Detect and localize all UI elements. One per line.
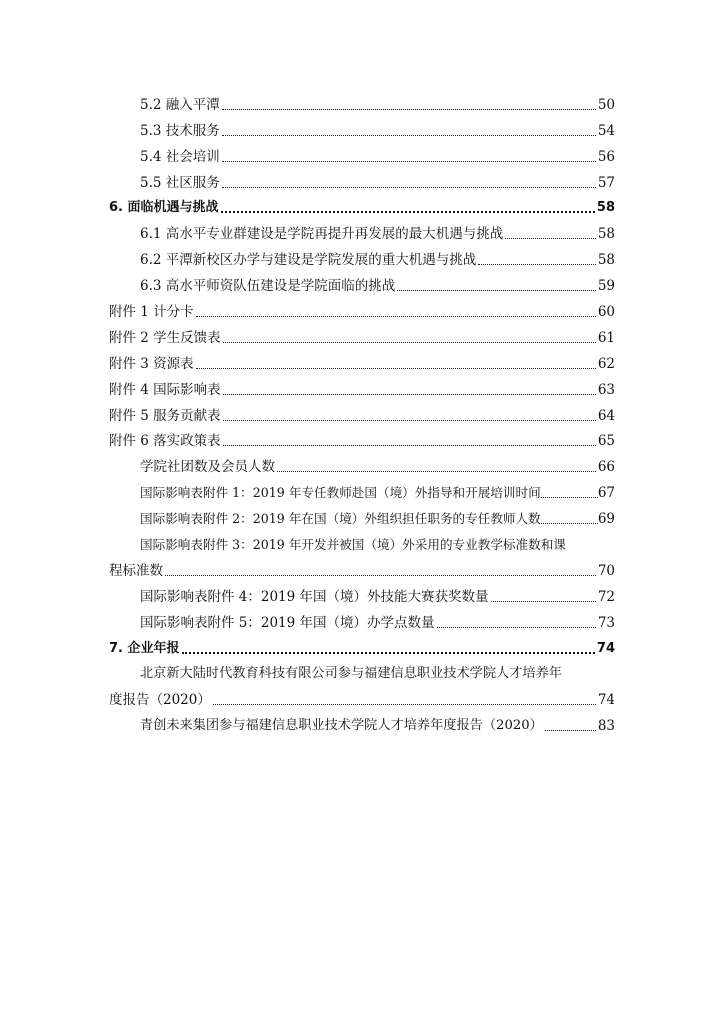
toc-entry-label: 附件 3 资源表 xyxy=(109,355,194,372)
toc-entry-label: 青创未来集团参与福建信息职业技术学院人才培养年度报告（2020） xyxy=(140,718,543,734)
toc-entry-label: 国际影响表附件 2：2019 年在国（境）外组织担任职务的专任教师人数 xyxy=(140,511,541,527)
toc-appendix-entry[interactable] xyxy=(109,347,615,373)
toc-entry-label: 北京新大陆时代教育科技有限公司参与福建信息职业技术学院人才培养年 xyxy=(140,666,562,682)
toc-page-number: 58 xyxy=(597,252,615,269)
toc-leader-dots xyxy=(196,316,596,317)
toc-appendix-entry[interactable] xyxy=(109,295,615,321)
toc-entry[interactable] xyxy=(109,217,615,243)
toc-entry[interactable] xyxy=(109,114,615,140)
toc-entry-label: 7. 企业年报 xyxy=(109,640,180,656)
toc-leader-dots xyxy=(223,445,596,446)
toc-leader-dots xyxy=(223,420,596,421)
toc-entry-label: 5.3 技术服务 xyxy=(140,122,220,139)
toc-leader-dots xyxy=(222,109,596,110)
toc-page-number: 57 xyxy=(597,174,615,191)
toc-page-number: 60 xyxy=(597,304,615,321)
toc-leader-dots xyxy=(437,627,596,628)
toc-entry[interactable] xyxy=(109,580,615,606)
toc-entry[interactable] xyxy=(109,709,615,735)
toc-leader-dots xyxy=(182,652,595,654)
table-of-contents xyxy=(109,88,615,735)
toc-entry-label: 5.5 社区服务 xyxy=(140,174,220,191)
toc-page-number: 70 xyxy=(597,562,615,579)
toc-page-number: 64 xyxy=(597,407,615,424)
toc-entry-label: 5.4 社会培训 xyxy=(140,148,220,165)
toc-entry-wrapped-first[interactable] xyxy=(109,658,615,684)
toc-page-number: 54 xyxy=(597,122,615,139)
toc-leader-dots xyxy=(397,290,596,291)
toc-entry-wrapped-first[interactable] xyxy=(109,528,615,554)
toc-page-number: 72 xyxy=(597,588,615,605)
toc-entry-label: 附件 1 计分卡 xyxy=(109,304,194,321)
toc-entry-label: 6. 面临机遇与挑战 xyxy=(109,200,219,216)
toc-page-number: 67 xyxy=(597,485,615,502)
toc-leader-dots xyxy=(213,704,596,705)
toc-entry-label: 6.2 平潭新校区办学与建设是学院发展的重大机遇与挑战 xyxy=(140,252,477,269)
toc-page-number: 56 xyxy=(597,148,615,165)
toc-appendix-entry[interactable] xyxy=(109,425,615,451)
toc-entry[interactable] xyxy=(109,243,615,269)
toc-chapter-entry[interactable] xyxy=(109,192,615,218)
toc-entry-label: 附件 6 落实政策表 xyxy=(109,433,221,450)
toc-page-number: 58 xyxy=(596,200,615,216)
toc-leader-dots xyxy=(221,211,595,213)
toc-page-number: 74 xyxy=(597,692,615,709)
toc-entry[interactable] xyxy=(109,140,615,166)
toc-page-number: 83 xyxy=(597,718,615,735)
toc-entry-label: 国际影响表附件 5：2019 年国（境）办学点数量 xyxy=(140,614,435,631)
toc-page-number: 73 xyxy=(597,614,615,631)
toc-entry-label: 国际影响表附件 4：2019 年国（境）外技能大赛获奖数量 xyxy=(140,588,489,605)
toc-entry[interactable] xyxy=(109,450,615,476)
toc-page-number: 50 xyxy=(597,96,615,113)
toc-leader-dots xyxy=(222,187,596,188)
toc-page-number: 63 xyxy=(597,381,615,398)
toc-entry[interactable] xyxy=(109,606,615,632)
toc-leader-dots xyxy=(165,575,596,576)
toc-leader-dots xyxy=(223,342,596,343)
toc-entry[interactable] xyxy=(109,502,615,528)
toc-leader-dots xyxy=(541,523,598,524)
toc-entry-label: 程标准数 xyxy=(109,562,163,579)
toc-entry[interactable] xyxy=(109,166,615,192)
toc-appendix-entry[interactable] xyxy=(109,399,615,425)
toc-leader-dots xyxy=(478,264,596,265)
toc-entry-label: 附件 5 服务贡献表 xyxy=(109,407,221,424)
toc-page-number: 74 xyxy=(596,640,615,656)
toc-entry-label: 6.1 高水平专业群建设是学院再提升再发展的最大机遇与挑战 xyxy=(140,226,504,243)
toc-appendix-entry[interactable] xyxy=(109,373,615,399)
toc-entry-label: 国际影响表附件 3：2019 年开发并被国（境）外采用的专业教学标准数和课 xyxy=(140,537,566,553)
toc-page-number: 65 xyxy=(597,433,615,450)
toc-page-number: 58 xyxy=(597,226,615,243)
toc-leader-dots xyxy=(505,238,596,239)
toc-leader-dots xyxy=(491,601,596,602)
toc-page-number: 69 xyxy=(597,511,615,528)
toc-leader-dots xyxy=(545,730,596,731)
toc-leader-dots xyxy=(196,368,596,369)
toc-page-number: 66 xyxy=(597,459,615,476)
toc-leader-dots xyxy=(223,394,596,395)
toc-entry-wrapped-rest[interactable] xyxy=(109,554,615,580)
toc-entry-label: 6.3 高水平师资队伍建设是学院面临的挑战 xyxy=(140,278,396,295)
toc-leader-dots xyxy=(222,135,596,136)
toc-page-number: 62 xyxy=(597,355,615,372)
toc-leader-dots xyxy=(277,471,596,472)
toc-leader-dots xyxy=(541,497,598,498)
toc-entry[interactable] xyxy=(109,476,615,502)
toc-entry-label: 度报告（2020） xyxy=(109,692,211,709)
toc-leader-dots xyxy=(222,161,596,162)
toc-entry-label: 5.2 融入平潭 xyxy=(140,96,220,113)
toc-entry-label: 附件 4 国际影响表 xyxy=(109,381,221,398)
toc-chapter-entry[interactable] xyxy=(109,632,615,658)
toc-entry-label: 附件 2 学生反馈表 xyxy=(109,329,221,346)
toc-entry-label: 国际影响表附件 1：2019 年专任教师赴国（境）外指导和开展培训时间 xyxy=(140,485,541,501)
toc-page-number: 61 xyxy=(597,329,615,346)
toc-appendix-entry[interactable] xyxy=(109,321,615,347)
toc-entry-wrapped-rest[interactable] xyxy=(109,683,615,709)
toc-entry[interactable] xyxy=(109,269,615,295)
toc-entry-label: 学院社团数及会员人数 xyxy=(140,459,275,476)
toc-entry[interactable] xyxy=(109,88,615,114)
toc-page-number: 59 xyxy=(597,278,615,295)
